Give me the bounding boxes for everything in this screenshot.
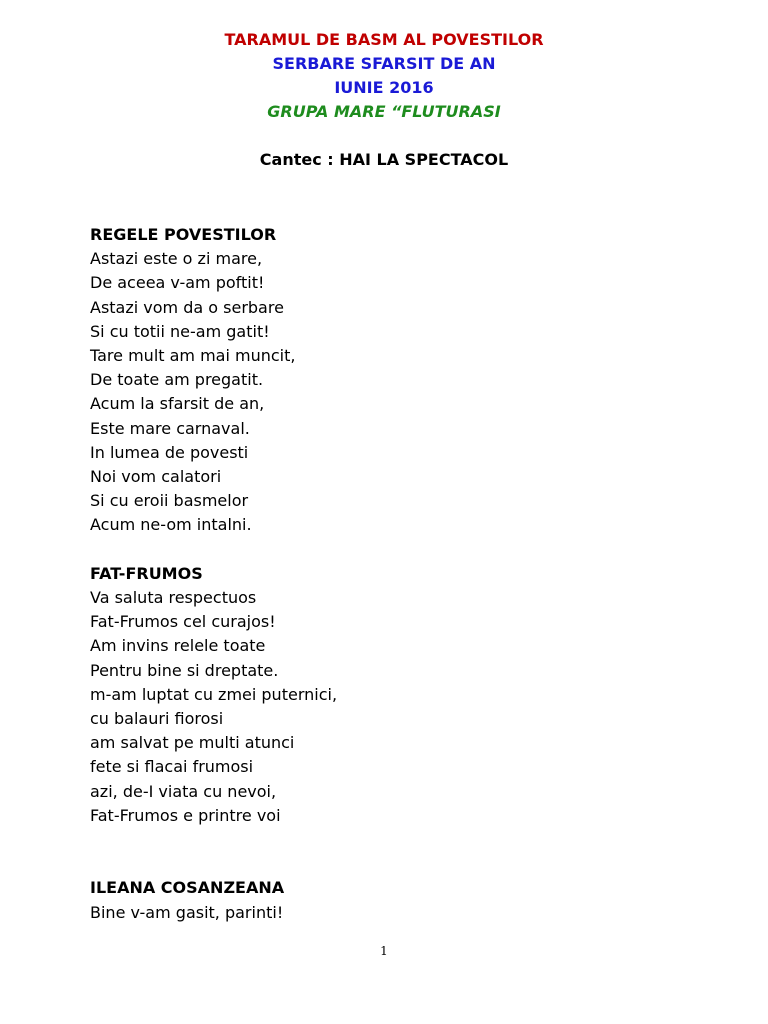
verse-line: fete si flacai frumosi xyxy=(90,757,254,777)
section-title: REGELE POVESTILOR xyxy=(90,225,277,244)
verse-line: De aceea v-am poftit! xyxy=(90,273,265,293)
verse-line: Acum ne-om intalni. xyxy=(90,515,252,535)
verse-line: Noi vom calatori xyxy=(90,467,222,487)
verse-line: azi, de-I viata cu nevoi, xyxy=(90,781,277,801)
song-title: Cantec : HAI LA SPECTACOL xyxy=(259,150,509,169)
script-body xyxy=(90,223,710,925)
verse-line: Am invins relele toate xyxy=(90,636,266,656)
verse-line: Este mare carnaval. xyxy=(90,418,250,438)
page-number: 1 xyxy=(380,944,388,958)
verse-line: Si cu totii ne-am gatit! xyxy=(90,321,270,341)
verse-line: De toate am pregatit. xyxy=(90,370,264,390)
verse-line: Astazi vom da o serbare xyxy=(90,297,284,317)
header-title: TARAMUL DE BASM AL POVESTILOR xyxy=(224,30,544,49)
section-ileana-cosanzeana xyxy=(90,876,710,924)
header-group: GRUPA MARE “FLUTURASI xyxy=(267,102,501,121)
spacer xyxy=(90,538,710,562)
verse-line: Fat-Frumos e printre voi xyxy=(90,805,281,825)
verse-line: cu balauri fiorosi xyxy=(90,709,224,729)
verse-line: Pentru bine si dreptate. xyxy=(90,660,279,680)
header-date: IUNIE 2016 xyxy=(334,78,434,97)
verse-line: Tare mult am mai muncit, xyxy=(90,346,296,366)
verse-line: am salvat pe multi atunci xyxy=(90,733,295,753)
verse-line: m-am luptat cu zmei puternici, xyxy=(90,684,338,704)
verse-line: Bine v-am gasit, parinti! xyxy=(90,902,284,922)
header-event: SERBARE SFARSIT DE AN xyxy=(272,54,496,73)
verse-line: Astazi este o zi mare, xyxy=(90,249,263,269)
document-header xyxy=(0,28,768,124)
verse-line: Fat-Frumos cel curajos! xyxy=(90,612,276,632)
section-regele-povestilor xyxy=(90,223,710,538)
section-fat-frumos xyxy=(90,562,710,828)
verse-line: In lumea de povesti xyxy=(90,442,249,462)
verse-line: Acum la sfarsit de an, xyxy=(90,394,265,414)
section-title: FAT-FRUMOS xyxy=(90,563,203,583)
section-title: ILEANA COSANZEANA xyxy=(90,878,285,898)
spacer xyxy=(90,828,710,876)
verse-line: Va saluta respectuos xyxy=(90,588,257,608)
verse-line: Si cu eroii basmelor xyxy=(90,491,249,511)
